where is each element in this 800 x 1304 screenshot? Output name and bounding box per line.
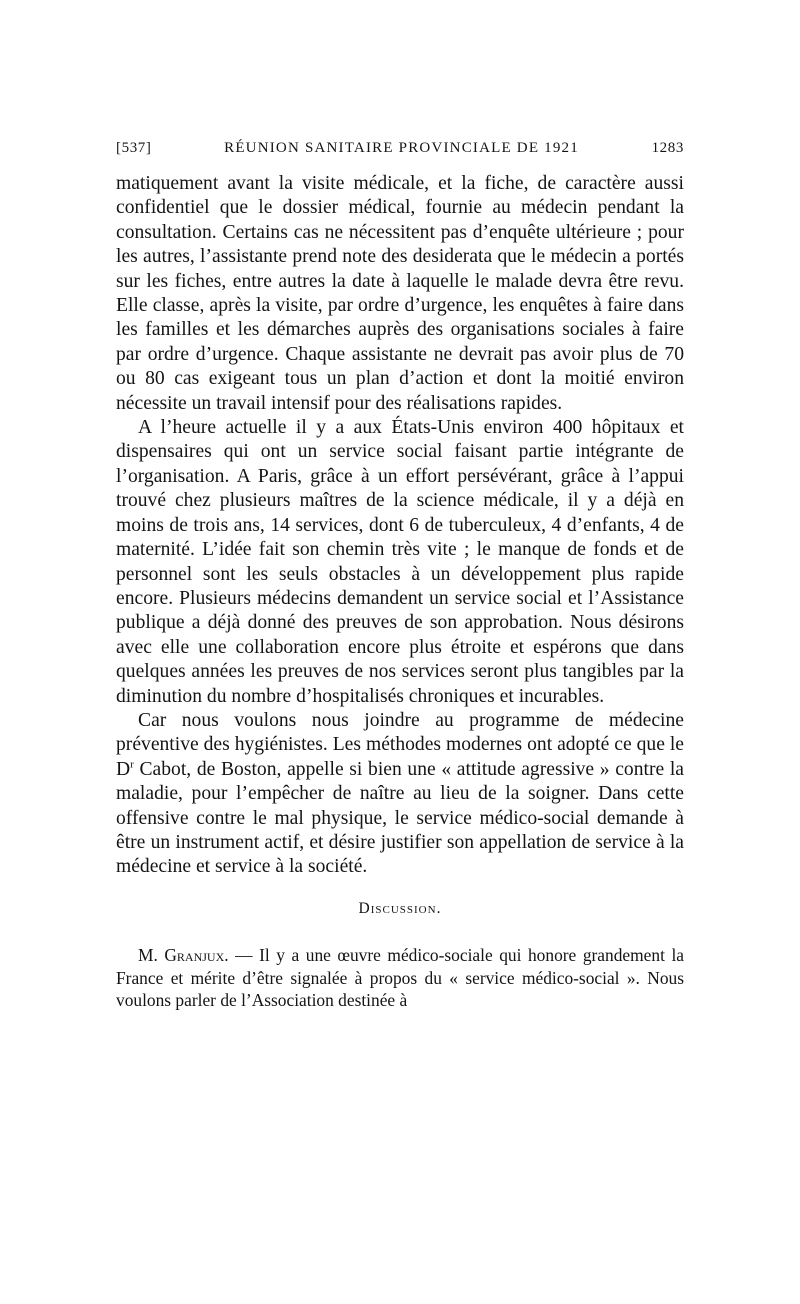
discussion-heading: Discussion. <box>358 899 442 917</box>
paragraph-2: A l’heure actuelle il y a aux États-Unis environ 400 hôpitaux et dispensaires qui ont un service social faisant partie intégrante de l’organisation. A Paris, grâce à un effort persévérant, grâce à l’appui trouvé chez plusieurs maîtres de la science médicale, il y a déjà en moins de trois ans, 14 services, dont 6 de tuberculeux, 4 d’enfants, 4 de maternité. L’idée fait son chemin très vite ; le manque de fonds et de personnel sont les seuls obstacles à un développement plus rapide encore. Plusieurs médecins demandent un service social et l’Assistance publique a déjà donné des preuves de son approbation. Nous désirons avec elle une collaboration encore plus étroite et espérons que dans quelques années les preuves de nos services seront plus tangibles par la diminution du nombre d’hospitalisés chroniques et incurables. <box>116 417 684 707</box>
paragraph-3-end: Cabot, de Boston, appelle si bien une « attitude agressive » contre la maladie, pour l’empêcher de naître au lieu de la soigner. Dans cette offensive contre le mal physique, le service médico-social demande à être un instrument actif, et désire justifier son appellation de service à la médecine et service à la société. <box>116 758 684 878</box>
paragraph-1: matiquement avant la visite médicale, et la fiche, de caractère aussi confidentiel que le dossier médical, fournie au médecin pendant la consultation. Certains cas ne nécessitent pas d’enquête ultérieure ; pour les autres, l’assistante prend note des desiderata que le médecin a portés sur les fiches, entre autres la date à laquelle le malade devra être revu. Elle classe, après la visite, par ordre d’urgence, les enquêtes à faire dans les familles et les démarches auprès des organisations sociales à faire par ordre d’urgence. Chaque assistante ne devrait pas avoir plus de 70 ou 80 cas exigeant tous un plan d’action et dont la moitié environ nécessite un travail intensif pour des réalisations rapides. <box>116 173 684 414</box>
page-reference: [537] <box>116 140 152 156</box>
page-number: 1283 <box>651 140 684 156</box>
paragraph-3-start: Car nous voulons nous joindre au programme de médecine préventive des hygiénistes. Les méthodes modernes ont adopté ce que le D <box>116 709 684 780</box>
discussion-text <box>116 944 684 1012</box>
document-page <box>116 140 684 1012</box>
main-text <box>116 172 684 880</box>
running-title: RÉUNION SANITAIRE PROVINCIALE DE 1921 <box>224 140 579 156</box>
doctor-abbrev-superscript: r <box>130 758 134 771</box>
speaker-name: M. Granjux. <box>138 944 229 965</box>
running-header <box>116 140 684 164</box>
paragraph-3 <box>116 709 684 880</box>
discussion-body: — Il y a une œuvre médico-sociale qui honore grandement la France et mérite d’être signalée à propos du « service médico-social ». Nous voulons parler de l’Association destinée à <box>116 944 685 1011</box>
discussion-paragraph <box>116 944 684 1012</box>
